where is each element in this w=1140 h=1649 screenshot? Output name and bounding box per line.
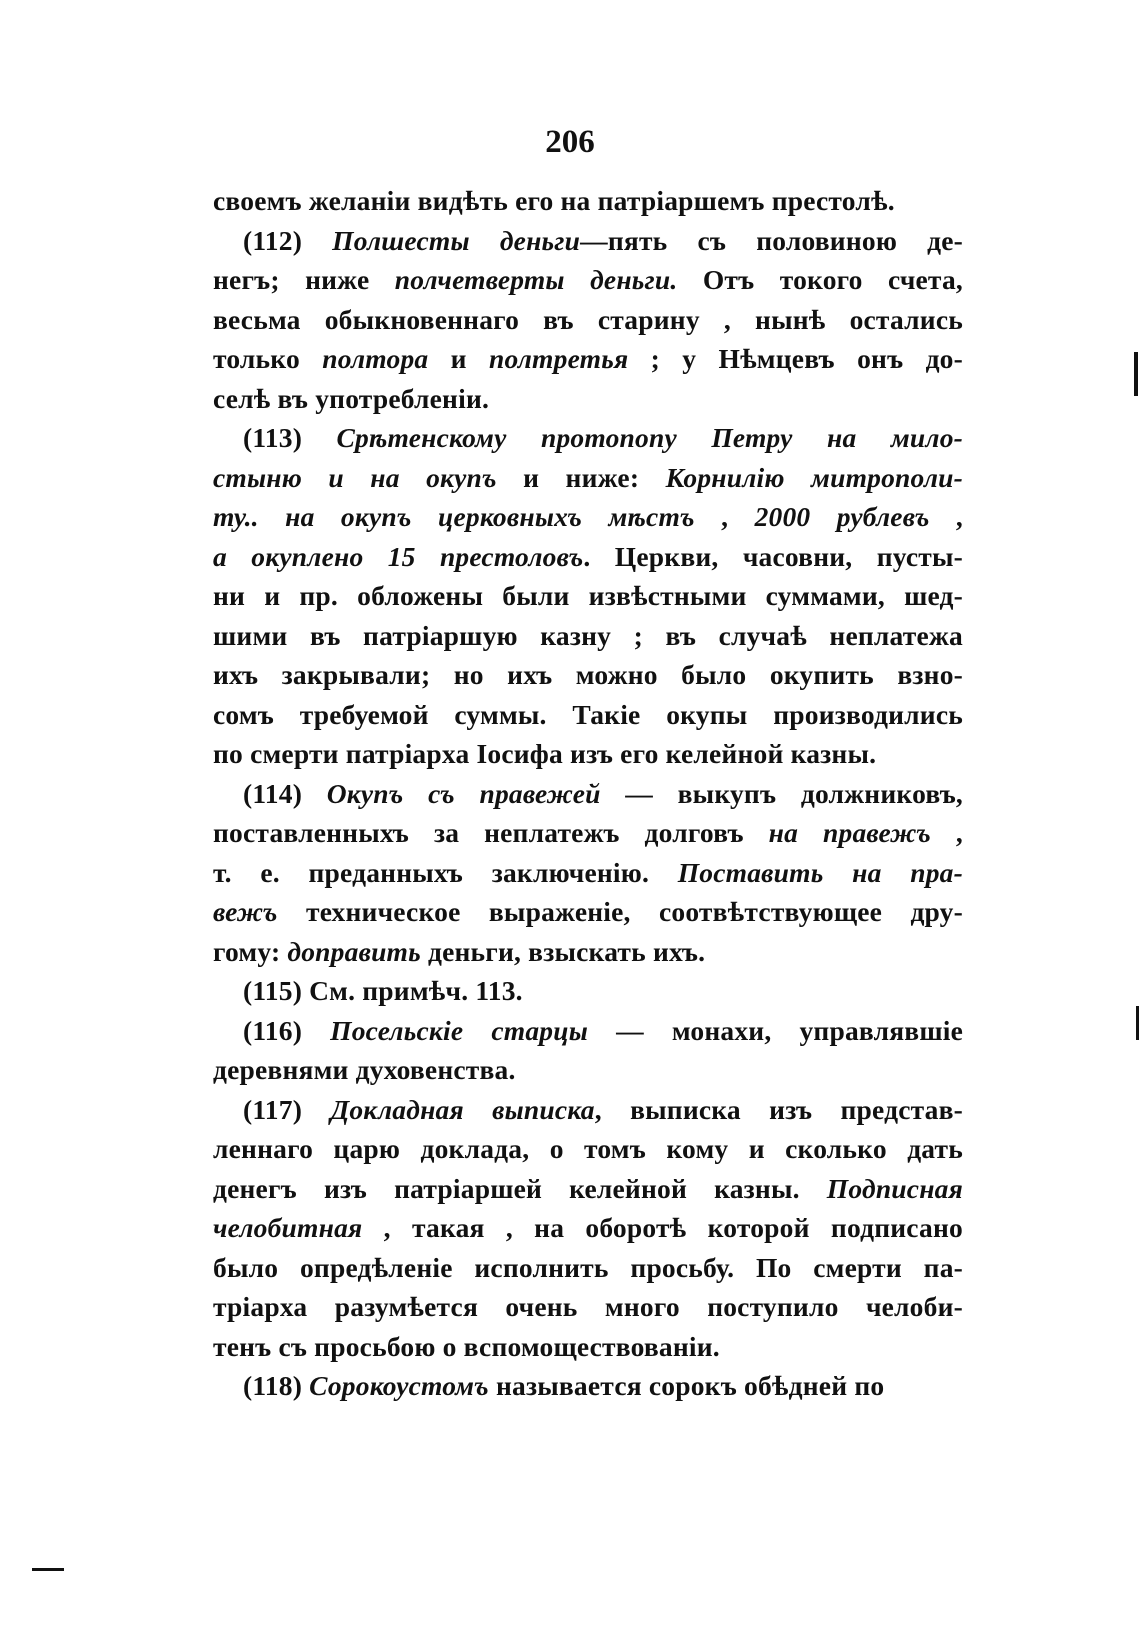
text-line — [213, 300, 963, 340]
text-line — [213, 932, 963, 972]
text-line — [213, 1208, 963, 1248]
text-segment: сомъ требуемой суммы. Такіе окупы производились — [213, 698, 963, 730]
text-line — [213, 1169, 963, 1209]
text-block — [213, 181, 963, 1406]
text-line — [213, 418, 963, 458]
text-segment: только — [213, 343, 323, 374]
text-segment: , такая , на оборотѣ которой подписано — [362, 1212, 963, 1243]
text-segment: ни и пр. обложены были извѣстными суммами, шед- — [213, 580, 963, 611]
italic-segment: Подписная — [826, 1172, 963, 1204]
text-segment: деревнями духовенства. — [213, 1054, 516, 1085]
text-line — [213, 576, 963, 616]
italic-segment: Докладная выписка — [330, 1093, 595, 1125]
text-segment: и — [428, 343, 489, 374]
text-segment: селѣ въ употребленіи. — [213, 382, 490, 414]
text-segment: поставленныхъ за неплатежъ долговъ — [213, 817, 769, 848]
text-segment: , выписка изъ представ- — [594, 1093, 964, 1125]
text-line — [213, 497, 963, 537]
italic-segment: полчетверты деньги. — [394, 264, 678, 295]
text-segment: гому: — [213, 935, 288, 967]
italic-segment: вежъ — [213, 896, 278, 927]
margin-mark-bottom — [32, 1568, 64, 1571]
text-line — [213, 379, 963, 419]
text-line — [213, 1248, 963, 1288]
text-line — [213, 1050, 963, 1090]
text-segment: — монахи, управлявшіе — [588, 1014, 964, 1046]
italic-segment: Полшесты деньги — [332, 224, 581, 256]
text-line — [213, 339, 963, 379]
text-segment: негъ; ниже — [213, 264, 395, 295]
text-segment: Отъ токого счета, — [677, 264, 963, 295]
text-line — [213, 853, 963, 893]
text-segment: своемъ желаніи видѣть его на патріаршемъ престолѣ. — [213, 185, 895, 216]
text-line — [213, 695, 963, 735]
text-segment: (116) — [243, 1014, 331, 1046]
italic-segment: полтретья — [488, 343, 629, 374]
text-segment: (118) — [243, 1370, 310, 1401]
italic-segment: Сорокоустомъ — [309, 1370, 489, 1401]
margin-mark-middle — [1136, 1006, 1139, 1040]
text-line — [213, 1366, 963, 1406]
text-segment: т. е. преданныхъ заключенію. — [213, 856, 678, 888]
text-line — [213, 1129, 963, 1169]
text-line — [213, 1287, 963, 1327]
text-line — [213, 813, 963, 853]
text-line — [213, 537, 963, 577]
italic-segment: Срѣтенскому протопопу Петру на мило- — [336, 422, 964, 453]
italic-segment: стыню и на окупъ — [213, 461, 497, 493]
text-segment: (113) — [243, 422, 337, 453]
text-segment: тріарха разумѣется очень много поступило челоби- — [213, 1291, 963, 1322]
italic-segment: Окупъ съ правежей — [326, 777, 601, 809]
text-segment: леннаго царю доклада, о томъ кому и сколько дать — [213, 1133, 963, 1164]
text-segment: . Церкви, часовни, пусты- — [583, 540, 963, 572]
text-line — [213, 1090, 963, 1130]
text-line — [213, 181, 963, 221]
text-line — [213, 260, 963, 300]
text-line — [213, 892, 963, 932]
italic-segment: челобитная — [213, 1212, 363, 1243]
italic-segment: ту.. на окупъ церковныхъ мѣстъ — [213, 501, 695, 532]
text-segment: тенъ съ просьбою о вспомоществованіи. — [213, 1330, 720, 1362]
text-line — [213, 616, 963, 656]
italic-segment: на правежъ — [768, 817, 931, 848]
italic-segment: Посельскіе старцы — [330, 1014, 589, 1046]
text-line — [213, 221, 963, 261]
text-segment: ихъ закрывали; но ихъ можно было окупить взно- — [213, 659, 963, 690]
margin-mark-top — [1134, 352, 1138, 396]
text-segment: , — [929, 501, 963, 532]
text-segment: — выкупъ должниковъ, — [600, 777, 964, 809]
text-segment: (114) — [243, 777, 327, 809]
text-line — [213, 734, 963, 774]
text-line — [213, 1327, 963, 1367]
text-line — [213, 774, 963, 814]
italic-segment: Корнилію митрополи- — [665, 461, 963, 493]
text-segment: , — [694, 501, 755, 532]
page-number: 206 — [545, 124, 595, 160]
text-segment: (117) — [243, 1093, 331, 1125]
italic-segment: а окуплено 15 престоловъ — [213, 540, 584, 572]
text-segment: денегъ изъ патріаршей келейной казны. — [213, 1172, 827, 1204]
text-line — [213, 655, 963, 695]
text-segment: техническое выраженіе, соотвѣтствующее дру- — [277, 896, 963, 927]
italic-segment: полтора — [322, 343, 429, 374]
text-segment: (115) См. примѣч. 113. — [243, 975, 523, 1006]
text-line — [213, 1011, 963, 1051]
text-segment: и ниже: — [496, 461, 666, 493]
text-segment: называется сорокъ обѣдней по — [488, 1370, 885, 1401]
text-segment: весьма обыкновеннаго въ старину , нынѣ остались — [213, 303, 963, 335]
text-segment: шими въ патріаршую казну ; въ случаѣ неплатежа — [213, 619, 963, 651]
italic-segment: 2000 рублевъ — [754, 501, 930, 532]
text-segment: было опредѣленіе исполнить просьбу. По смерти па- — [213, 1251, 963, 1283]
text-line — [213, 458, 963, 498]
text-segment: деньги, взыскать ихъ. — [420, 935, 706, 967]
text-segment: (112) — [243, 224, 333, 256]
text-line — [213, 971, 963, 1011]
text-segment: по смерти патріарха Іосифа изъ его келейной казны. — [213, 738, 877, 769]
italic-segment: Поставить на пра- — [677, 856, 963, 888]
italic-segment: доправить — [287, 935, 421, 967]
text-segment: , — [931, 817, 964, 848]
text-segment: ; у Нѣмцевъ онъ до- — [628, 343, 963, 374]
text-segment: —пять съ половиною де- — [580, 224, 964, 256]
